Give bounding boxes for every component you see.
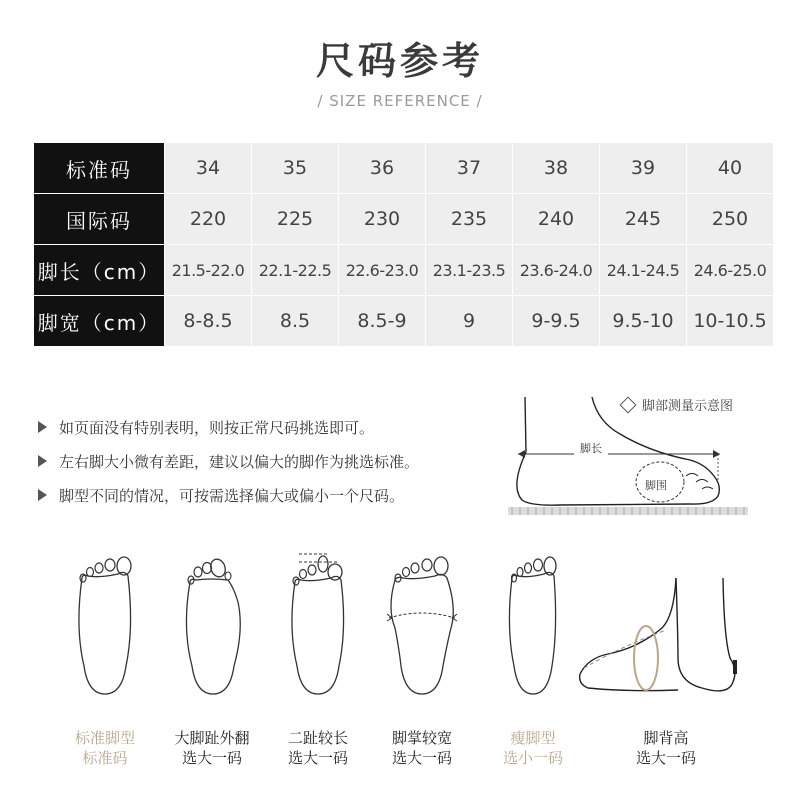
table-row — [34, 296, 774, 347]
foot-type-advice: 选大一码 — [391, 749, 452, 767]
foot-type-name: 标准脚型 — [74, 729, 135, 747]
table-row — [34, 245, 774, 296]
table-cell: 9 — [426, 296, 513, 347]
measure-title-text: 脚部测量示意图 — [642, 399, 734, 414]
table-cell: 10-10.5 — [687, 296, 774, 347]
foot-type-label — [258, 728, 378, 768]
table-cell: 235 — [426, 194, 513, 245]
list-item — [38, 478, 419, 512]
foot-type-advice: 选大一码 — [287, 749, 348, 767]
size-table — [33, 142, 774, 347]
note-text: 脚型不同的情况，可按需选择偏大或偏小一个尺码。 — [59, 486, 405, 505]
slim-foot-icon — [498, 548, 568, 698]
table-cell: 37 — [426, 143, 513, 194]
row-label-standard: 标准码 — [34, 143, 165, 194]
foot-type-name: 二趾较长 — [287, 729, 348, 747]
table-row — [34, 194, 774, 245]
girth-label: 脚围 — [645, 479, 667, 492]
table-cell: 8.5 — [252, 296, 339, 347]
triangle-bullet-icon — [38, 489, 47, 501]
table-cell: 24.6-25.0 — [687, 245, 774, 296]
foot-type-label — [473, 728, 593, 768]
row-label-international: 国际码 — [34, 194, 165, 245]
foot-type-advice: 选小一码 — [502, 749, 563, 767]
table-cell: 9.5-10 — [600, 296, 687, 347]
notes-list — [38, 410, 419, 512]
foot-type-advice: 选大一码 — [181, 749, 242, 767]
wide-forefoot-icon — [385, 548, 460, 698]
triangle-bullet-icon — [38, 421, 47, 433]
foot-type-name: 瘦脚型 — [510, 729, 556, 747]
foot-type-name: 脚掌较宽 — [391, 729, 452, 747]
table-cell: 240 — [513, 194, 600, 245]
page-title: 尺码参考 — [315, 39, 484, 83]
foot-measure-illustration — [500, 392, 755, 522]
bunion-foot-icon — [178, 548, 248, 698]
table-cell: 36 — [339, 143, 426, 194]
table-cell: 23.6-24.0 — [513, 245, 600, 296]
table-cell: 22.6-23.0 — [339, 245, 426, 296]
table-cell: 40 — [687, 143, 774, 194]
table-cell: 9-9.5 — [513, 296, 600, 347]
foot-type-label — [45, 728, 165, 768]
table-cell: 23.1-23.5 — [426, 245, 513, 296]
triangle-bullet-icon — [38, 455, 47, 467]
table-cell: 230 — [339, 194, 426, 245]
table-cell: 225 — [252, 194, 339, 245]
table-cell: 24.1-24.5 — [600, 245, 687, 296]
table-cell: 8.5-9 — [339, 296, 426, 347]
table-cell: 220 — [165, 194, 252, 245]
page-subtitle: / SIZE REFERENCE / — [317, 92, 483, 110]
high-instep-foot-icon — [578, 578, 743, 703]
foot-type-advice: 标准码 — [82, 749, 128, 767]
table-cell: 34 — [165, 143, 252, 194]
table-cell: 39 — [600, 143, 687, 194]
table-cell: 8-8.5 — [165, 296, 252, 347]
list-item — [38, 410, 419, 444]
foot-type-name: 脚背高 — [643, 729, 689, 747]
table-cell: 35 — [252, 143, 339, 194]
standard-foot-icon — [70, 548, 140, 698]
table-cell: 21.5-22.0 — [165, 245, 252, 296]
table-cell: 22.1-22.5 — [252, 245, 339, 296]
foot-type-label — [362, 728, 482, 768]
length-label: 脚长 — [580, 442, 602, 455]
row-label-foot-length: 脚长（cm） — [34, 245, 165, 296]
foot-type-advice: 选大一码 — [635, 749, 696, 767]
note-text: 如页面没有特别表明，则按正常尺码挑选即可。 — [59, 418, 375, 437]
foot-type-label — [152, 728, 272, 768]
note-text: 左右脚大小微有差距，建议以偏大的脚作为挑选标准。 — [59, 452, 420, 471]
table-cell: 38 — [513, 143, 600, 194]
foot-type-label — [606, 728, 726, 768]
foot-type-name: 大脚趾外翻 — [174, 729, 250, 747]
table-cell: 250 — [687, 194, 774, 245]
list-item — [38, 444, 419, 478]
long-second-toe-foot-icon — [283, 548, 353, 698]
table-row — [34, 143, 774, 194]
row-label-foot-width: 脚宽（cm） — [34, 296, 165, 347]
table-cell: 245 — [600, 194, 687, 245]
